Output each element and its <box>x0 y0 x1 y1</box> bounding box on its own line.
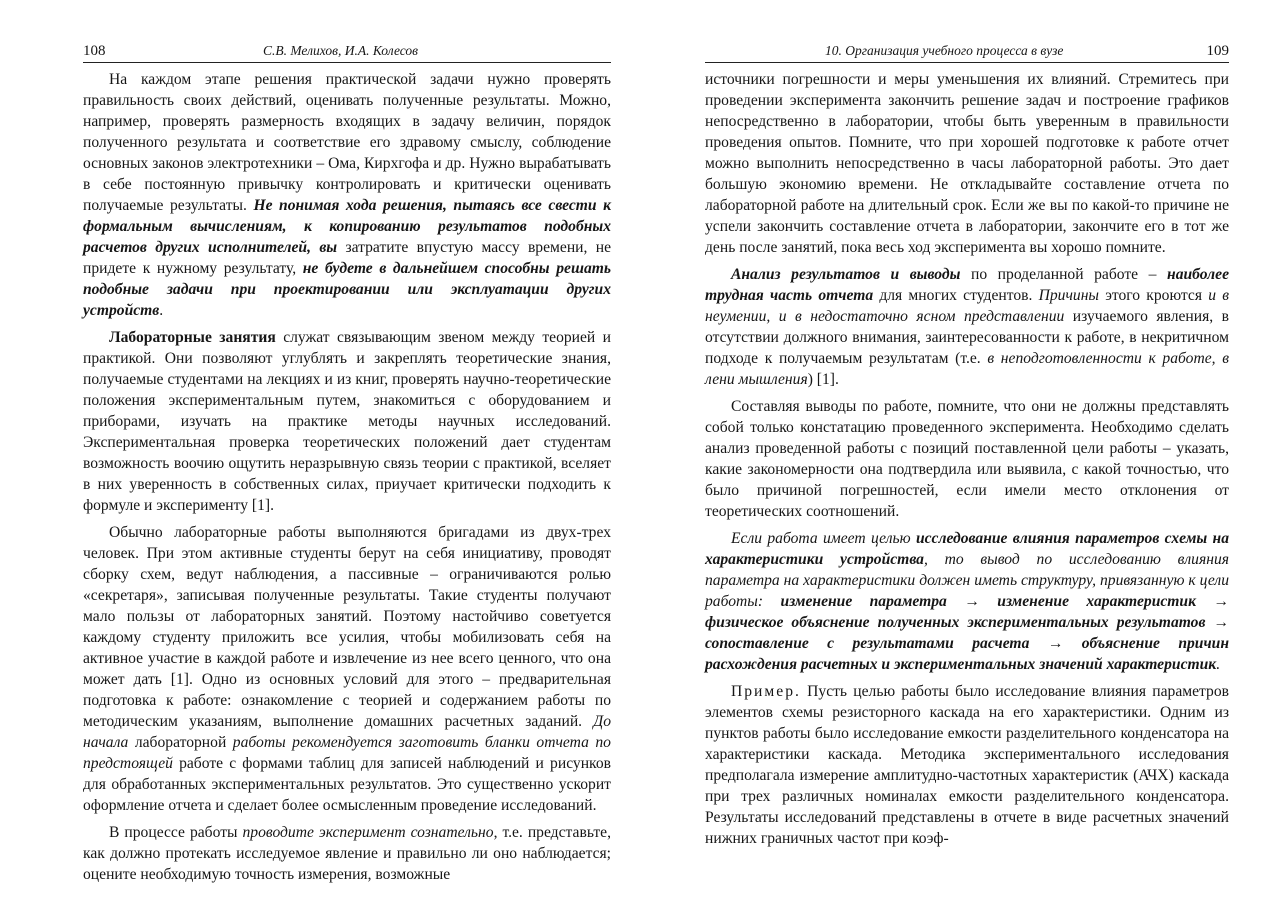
left-page-body <box>83 63 611 885</box>
paragraph-lab-teams: Обычно лабораторные работы выполняются бригадами из двух-трех человек. При этом активные студенты берут на себя инициативу, проводят сборку схем, ведут наблюдения, а пассивные – ограничиваются ролью «секретаря», записывая полученные результаты. Такие студенты получают мало пользы от лабораторных занятий. Поэтому настойчиво советуется каждому студенту приложить все усилия, чтобы мобилизовать себя на активное участие в каждой работе и извлечение из нее всего ценного, что она может дать [1]. Одно из основных условий для этого – предварительная подготовка к работе: ознакомление с теорией и содержанием работы по методическим указаниям, выполнение домашних расчетных заданий. До начала лабораторной работы рекомендуется заготовить бланки отчета по предстоящей работе с формами таблиц для записей наблюдений и рисунков для обработанных экспериментальных результатов. Это существенно ускорит оформление отчета и сделает более осмысленным проведение исследований. <box>83 524 611 814</box>
paragraph-error-sources: источники погрешности и меры уменьшения их влияний. Стремитесь при проведении эксперимента закончить решение задач и построение графиков непосредственно в лаборатории, чтобы быть уверенным в правильности проведения опытов. Помните, что при хорошей подготовке к работе отчет можно выполнить непосредственно в часы лабораторной работы. Это дает большую экономию времени. Не откладывайте составление отчета по лабораторной работе на длительный срок. Если же вы по какой-то причине не успели закончить составление отчета в лаборатории, закончите его в тот же день после занятий, пока весь ход эксперимента вы хорошо помните. <box>705 71 1229 256</box>
paragraph-conscious-experiment: В процессе работы проводите эксперимент сознательно, т.е. представьте, как должно протекать исследуемое явление и правильно ли оно наблюдается; оцените необходимую точность измерения, возможные <box>83 824 611 883</box>
paragraph-checking-results: На каждом этапе решения практической задачи нужно проверять правильность своих действий, оценивать полученные результаты. Можно, например, проверять размерность входящих в задачу величин, порядок полученного результата и соответствие его здравому смыслу, соблюдение основных законов электротехники – Ома, Кирхгофа и др. Нужно вырабатывать в себе постоянную привычку контролировать и критически оценивать получаемые результаты. Не понимая хода решения, пытаясь все свести к формальным вычислениям, к копированию результатов подобных расчетов других исполнителей, вы затратите впустую массу времени, не придете к нужному результату, не будете в дальнейшем способны решать подобные задачи при проектировании или эксплуатации других устройств. <box>83 71 612 319</box>
running-head-chapter: 10. Организация учебного процесса в вузе <box>825 43 1064 58</box>
paragraph-lab-sessions: Лабораторные занятия служат связывающим звеном между теорией и практикой. Они позволяют углублять и закреплять теоретические знания, получаемые студентами на лекциях и из книг, проверять научно-теоретические положения экспериментальным путем, знакомиться с оборудованием и приборами, изучать на практике методы научных исследований. Экспериментальная проверка теоретических положений дает студентам возможность воочию ощутить неразрывную связь теории с практикой, вселяет в них уверенность в собственных силах, приучает критически подходить к формуле и эксперименту [1]. <box>83 329 611 514</box>
page-number-right: 109 <box>1206 43 1229 59</box>
running-head-authors: С.В. Мелихов, И.А. Колесов <box>263 43 419 58</box>
right-page <box>705 40 1229 849</box>
left-page <box>83 40 611 885</box>
page-number-left: 108 <box>83 43 106 59</box>
right-page-header <box>705 40 1229 63</box>
paragraph-conclusion-structure: Если работа имеет целью исследование влияния параметров схемы на характеристики устройства, то вывод по исследованию влияния параметра на характеристики должен иметь структуру, привязанную к цели работы: изменение параметра → изменение характеристик → физическое объяснение полученных экспериментальных результатов → сопоставление с результатами расчета → объяснение причин расхождения расчетных и экспериментальных значений характеристик. <box>705 530 1230 673</box>
paragraph-writing-conclusions: Составляя выводы по работе, помните, что они не должны представлять собой только констатацию проведенного эксперимента. Необходимо сделать анализ проведенной работы с позиций поставленной цели работы – указать, какие закономерности она подтвердила или выявила, с какой точностью, что было причиной погрешностей, если имели место отклонения от теоретических соотношений. <box>705 398 1229 520</box>
paragraph-example: Пример. Пусть целью работы было исследование влияния параметров элементов схемы резисторного каскада на его характеристики. Одним из пунктов работы было исследование емкости разделительного конденсатора на характеристики каскада. Методика экспериментального исследования предполагала измерение амплитудно-частотных характеристик (АЧХ) каскада при трех различных номиналах емкости разделительного конденсатора. Результаты исследований представлены в отчете в виде расчетных значений нижних граничных частот при коэф- <box>705 683 1229 847</box>
left-page-header <box>83 40 611 63</box>
right-page-body <box>705 63 1229 849</box>
paragraph-analysis-conclusions: Анализ результатов и выводы по проделанной работе – наиболее трудная часть отчета для многих студентов. Причины этого кроются и в неумении, и в недостаточно ясном представлении изучаемого явления, в отсутствии должного внимания, заинтересованности к работе, в некритичном подходе к получаемым результатам (т.е. в неподготовленности к работе, в лени мышления) [1]. <box>705 266 1230 388</box>
